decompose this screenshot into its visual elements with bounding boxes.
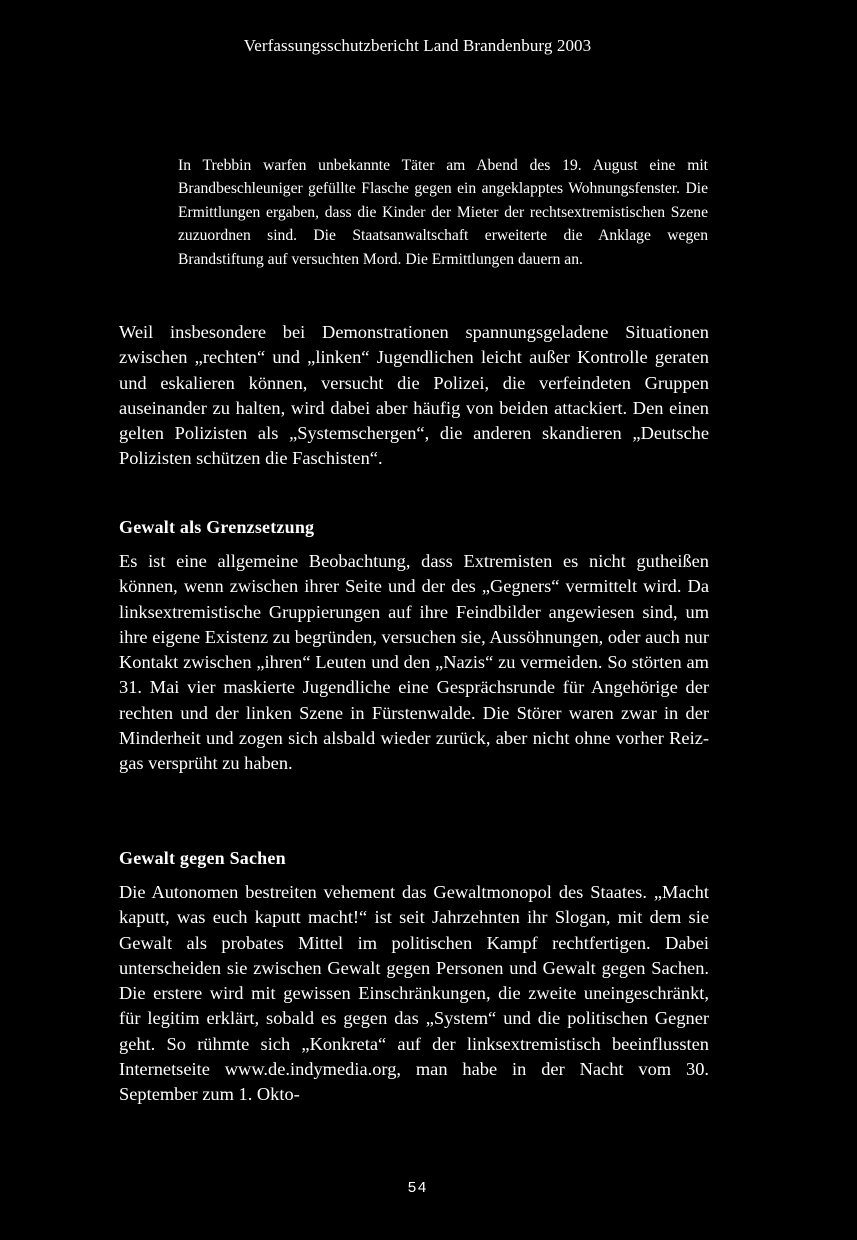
section-sachen-paragraph: Die Autonomen bestreiten vehement das Gewaltmonopol des Staates. „Macht kaputt, was euch kaputt macht!“ ist seit Jahrzehnten ihr Slogan, mit dem sie Gewalt als probates Mittel im politischen Kampf rechtfertigen. Dabei unterscheiden sie zwischen Gewalt gegen Personen und Gewalt gegen Sachen. Die erstere wird mit gewissen Einschränkungen, die zweite uneingeschränkt, für legitim erklärt, sobald es gegen das „System“ und die politischen Gegner geht. So rühmte sich „Konkreta“ auf der linksextremistisch beeinflussten Internetseite www.de.indymedia.org, man habe in der Nacht vom 30. September zum 1. Okto- bbox=[119, 882, 709, 1105]
intro-paragraph: Weil insbesondere bei Demonstrationen spannungsgeladene Situationen zwischen „rechten“ und „linken“ Jugendlichen leicht außer Kontrolle geraten und eskalieren können, versucht die Polizei, die verfeindeten Gruppen auseinander zu halten, wird dabei aber häufig von beiden attackiert. Den einen gelten Polizisten als „Systemschergen“, die anderen skandieren „Deutsche Polizisten schützen die Faschisten“. bbox=[119, 322, 709, 469]
page-number: 54 bbox=[407, 1180, 428, 1197]
section-heading-sachen: Gewalt gegen Sachen bbox=[119, 848, 286, 868]
running-head: Verfassungsschutzbericht Land Brandenburg 2003 bbox=[243, 36, 592, 55]
quoted-incident-paragraph: In Trebbin warfen unbekannte Täter am Abend des 19. August eine mit Brandbeschleuniger gefüllte Flasche gegen ein angeklapptes Wohnungsfenster. Die Ermittlungen ergaben, dass die Kinder der Mieter der rechtsextremistischen Szene zuzuordnen sind. Die Staatsanwaltschaft erweiterte die Anklage wegen Brandstiftung auf versuchten Mord. Die Ermittlungen dauern an. bbox=[178, 157, 708, 268]
section-grenzsetzung-paragraph: Es ist eine allgemeine Beobachtung, dass Extremisten es nicht gutheißen können, wenn zwischen ihrer Seite und der des „Gegners“ vermittelt wird. Da linksextremistische Gruppierungen auf ihre Feindbilder angewiesen sind, um ihre eigene Existenz zu begründen, versuchen sie, Aussöhnungen, oder auch nur Kontakt zwischen „ihren“ Leuten und den „Nazis“ zu vermeiden. So störten am 31. Mai vier maskierte Jugendliche eine Gesprächsrunde für Angehörige der rechten und der linken Szene in Fürstenwalde. Die Störer waren zwar in der Minderheit und zogen sich alsbald wieder zurück, aber nicht ohne vorher Reizgas versprüht zu haben. bbox=[119, 551, 709, 774]
section-heading-grenzsetzung: Gewalt als Grenzsetzung bbox=[119, 517, 315, 537]
